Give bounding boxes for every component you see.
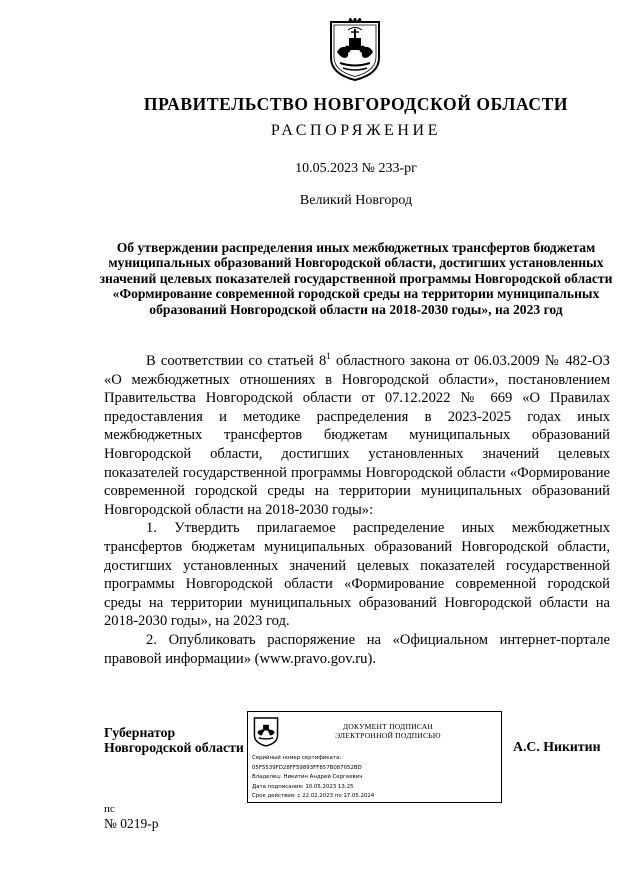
stamp-title [288,722,488,740]
stamp-cert-number: 05F5539FD28FF59893FF857B087052BD [252,764,362,771]
signatory-name: А.С. Никитин [513,739,601,754]
stamp-coat-of-arms-icon [253,716,279,747]
document-place: Великий Новгород [299,193,413,208]
document-date-number: 10.05.2023 № 233-рг [295,161,417,176]
document-footer [104,803,159,831]
document-subject: Об утверждении распределения иных межбюджетных трансфертов бюджетам муниципальных образований Новгородской области, достигших установленных значений целевых показателей государственной программы Новгородской области «Формирование современной городской среды на территории муниципальных образований Новгородской области на 2018-2030 годы», на 2023 год [99,240,613,317]
item-2-paragraph: 2. Опубликовать распоряжение на «Официальном интернет-портале правовой информации» (www.pravo.gov.ru). [104,631,610,667]
stamp-details [252,754,374,802]
stamp-cert-label: Серийный номер сертификата: [252,755,342,761]
electronic-signature-stamp [247,711,502,803]
preamble-text-start: В соответствии со статьей 8 [146,353,327,369]
signatory-position-line1: Губернатор [104,725,176,740]
stamp-validity: Срок действия: с 22.02.2023 по 17.05.2024 [252,793,375,800]
government-name: ПРАВИТЕЛЬСТВО НОВГОРОДСКОЙ ОБЛАСТИ [143,94,569,114]
executor-initials: пс [104,803,115,815]
document-type: РАСПОРЯЖЕНИЕ [270,122,442,139]
item-1-paragraph: 1. Утвердить прилагаемое распределение иных межбюджетных трансфертов бюджетам муниципальных образований Новгородской области, достигших установленных значений целевых показателей государственной программы Новгородской области «Формирование современной городской среды на территории муниципальных образований Новгородской области на 2018-2030 годы», на 2023 год. [104,520,610,630]
stamp-title-line1: ДОКУМЕНТ ПОДПИСАН [342,722,434,731]
article-superscript: 1 [326,351,331,362]
signatory-position-line2: Новгородской области [104,740,244,755]
coat-of-arms-icon [328,18,382,82]
stamp-title-line2: ЭЛЕКТРОННОЙ ПОДПИСЬЮ [335,731,441,741]
stamp-owner: Владелец: Никитин Андрей Сергеевич [252,774,363,781]
preamble-paragraph [104,352,610,519]
document-body [104,352,610,668]
stamp-signed-at: Дата подписания: 10.05.2023 13:25 [252,783,354,790]
registration-number: № 0219-р [104,815,159,831]
signatory-position [104,725,244,755]
preamble-text-rest: областного закона от 06.03.2009 № 482-ОЗ «О межбюджетных отношениях в Новгородской области», постановлением Правительства Новгородской области от 07.12.2022 № 669 «О Правилах предоставления и методике распределения в 2023-2025 годах иных межбюджетных трансфертов бюджетам муниципальных образований Новгородской области, достигших установленных значений целевых показателей государственной программы Новгородской области «Формирование современной городской среды на территории муниципальных образований Новгородской области на 2018-2030 годы»: [104,353,610,518]
